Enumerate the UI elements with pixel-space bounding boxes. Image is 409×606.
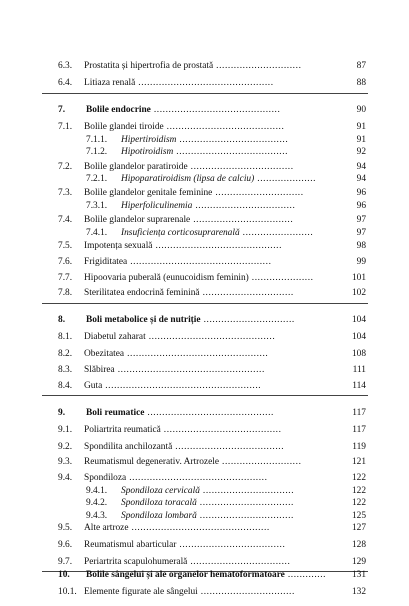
toc-entry-title: Sterilitatea endocrină feminină — [84, 288, 200, 298]
toc-entry-page-number: 121 — [351, 457, 366, 467]
toc-entry-page-number: 128 — [351, 540, 366, 550]
toc-dot-leader: ............................................... — [129, 473, 268, 483]
toc-entry-number: 8.3. — [58, 365, 73, 375]
toc-entry-number: 6.3. — [58, 61, 73, 71]
toc-entry-number: 8.2. — [58, 349, 73, 359]
toc-dot-leader: ..................................... — [175, 442, 285, 452]
toc-section-entry — [0, 380, 409, 392]
toc-entry-page-number: 92 — [356, 147, 366, 157]
toc-entry-number: 7.6. — [58, 257, 73, 267]
toc-entry-number: 7.2. — [58, 162, 73, 172]
toc-entry-page-number: 96 — [356, 188, 366, 198]
toc-dot-leader: ............................. — [216, 61, 302, 71]
toc-entry-number: 7.2.1. — [86, 174, 108, 184]
toc-dot-leader: ............................... — [202, 486, 295, 496]
toc-entry-title: Periartrita scapulohumerală — [84, 557, 188, 567]
toc-entry-number: 9.7. — [58, 557, 73, 567]
toc-dot-leader: .................................... — [179, 540, 286, 550]
toc-entry-number: 6.4. — [58, 78, 73, 88]
toc-entry-number: 7.1.2. — [86, 147, 108, 157]
toc-entry-number: 9. — [58, 408, 66, 418]
toc-entry-page-number: 90 — [356, 105, 366, 115]
toc-entry-number: 9.3. — [58, 457, 73, 467]
toc-entry-title: Hipoovaria puberală (eunucoidism feminin) — [84, 273, 249, 283]
toc-dot-leader: ........................................... — [148, 332, 276, 342]
toc-section-entry — [0, 556, 409, 568]
toc-chapter-entry — [0, 407, 409, 419]
toc-entry-title: Bolile glandelor paratiroide — [84, 162, 188, 172]
toc-entry-number: 9.1. — [58, 425, 73, 435]
toc-entry-number: 7.5. — [58, 241, 73, 251]
toc-entry-page-number: 122 — [351, 473, 366, 483]
toc-section-entry — [0, 424, 409, 436]
toc-entry-page-number: 94 — [356, 162, 366, 172]
toc-entry-number: 10.1. — [58, 587, 77, 597]
toc-dot-leader: .................................. — [193, 215, 294, 225]
toc-entry-number: 8.4. — [58, 381, 73, 391]
toc-entry-title: Hiperfoliculinemia — [121, 201, 193, 211]
toc-subsection-entry — [0, 146, 409, 158]
toc-entry-title: Reumatismul degenerativ. Artrozele — [84, 457, 220, 467]
toc-dot-leader: .................................. — [195, 201, 296, 211]
toc-subsection-entry — [0, 485, 409, 497]
toc-entry-page-number: 117 — [352, 425, 366, 435]
toc-dot-leader: ...................................... — [176, 147, 289, 157]
toc-entry-number: 9.4.2. — [86, 498, 108, 508]
toc-entry-title: Litiaza renală — [84, 78, 136, 88]
toc-entry-title: Guta — [84, 381, 103, 391]
toc-entry-title: Bolile glandelor genitale feminine — [84, 188, 213, 198]
toc-entry-title: Obezitatea — [84, 349, 125, 359]
toc-dot-leader: ............................... — [202, 288, 294, 298]
toc-entry-number: 10. — [58, 570, 70, 580]
toc-dot-leader: ............. — [287, 570, 327, 580]
toc-dot-leader: ........................... — [222, 457, 302, 467]
toc-entry-title: Alte artroze — [84, 523, 129, 533]
toc-section-entry — [0, 456, 409, 468]
toc-entry-title: Frigiditatea — [84, 257, 128, 267]
toc-subsection-entry — [0, 200, 409, 212]
toc-dot-leader: ............................... — [203, 315, 295, 325]
toc-section-entry — [0, 441, 409, 453]
toc-dot-leader: ........................ — [242, 228, 314, 238]
toc-dot-leader: ................................... — [190, 162, 294, 172]
toc-entry-page-number: 97 — [356, 215, 366, 225]
toc-dot-leader: .............................................. — [138, 78, 274, 88]
toc-entry-title: Bolile endocrine — [86, 105, 151, 115]
toc-chapter-entry — [0, 314, 409, 326]
toc-dot-leader: .................................. — [190, 557, 291, 567]
toc-entry-title: Hipertiroidism — [121, 135, 177, 145]
toc-entry-number: 7.1. — [58, 122, 73, 132]
toc-entry-page-number: 108 — [351, 349, 366, 359]
toc-entry-number: 9.4.3. — [86, 511, 108, 521]
toc-entry-number: 9.5. — [58, 523, 73, 533]
toc-entry-number: 9.4.1. — [86, 486, 108, 496]
toc-chapter-entry — [0, 104, 409, 116]
toc-entry-page-number: 114 — [352, 381, 366, 391]
toc-dot-leader: ............................................... — [131, 523, 270, 533]
toc-dot-leader: ........................................... — [153, 105, 281, 115]
toc-dot-leader: .................................................. — [117, 365, 265, 375]
toc-section-entry — [0, 287, 409, 299]
toc-entry-title: Spondiloza cervicală — [121, 486, 200, 496]
toc-entry-title: Spondilita anchilozantă — [84, 442, 173, 452]
toc-entry-title: Insuficiența corticosuprarenală — [121, 228, 240, 238]
toc-dot-leader: ................................ — [200, 587, 295, 597]
toc-section-entry — [0, 539, 409, 551]
toc-entry-title: Spondiloza toracală — [121, 498, 197, 508]
toc-entry-page-number: 97 — [356, 228, 366, 238]
toc-dot-leader: ........................................... — [147, 408, 274, 418]
toc-entry-page-number: 87 — [356, 61, 366, 71]
toc-entry-title: Spondiloza — [84, 473, 127, 483]
toc-entry-page-number: 96 — [356, 201, 366, 211]
toc-section-entry — [0, 240, 409, 252]
toc-dot-leader: ................................ — [199, 511, 294, 521]
toc-entry-page-number: 91 — [356, 122, 366, 132]
toc-entry-title: Hipoparatiroidism (lipsa de calciu) — [121, 174, 255, 184]
toc-dot-leader: ..................................................... — [105, 381, 262, 391]
toc-entry-title: Hipotiroidism — [121, 147, 174, 157]
toc-entry-title: Slăbirea — [84, 365, 115, 375]
toc-subsection-entry — [0, 227, 409, 239]
toc-entry-number: 8. — [58, 315, 66, 325]
toc-section-entry — [0, 331, 409, 343]
toc-entry-number: 7.8. — [58, 288, 73, 298]
toc-entry-title: Bolile sângelui și ale organelor hematoformatoare — [86, 570, 285, 580]
toc-section-entry — [0, 187, 409, 199]
toc-entry-number: 7.3.1. — [86, 201, 108, 211]
toc-entry-title: Bolile glandelor suprarenale — [84, 215, 191, 225]
toc-section-entry — [0, 214, 409, 226]
toc-dot-leader: ................................................ — [130, 257, 272, 267]
toc-entry-page-number: 131 — [351, 570, 366, 580]
toc-entry-title: Elemente figurate ale sângelui — [84, 587, 198, 597]
section-divider — [42, 93, 368, 94]
toc-entry-page-number: 117 — [352, 408, 366, 418]
toc-dot-leader: ................................................ — [127, 349, 269, 359]
toc-entry-title: Bolile glandei tiroide — [84, 122, 164, 132]
toc-entry-page-number: 88 — [356, 78, 366, 88]
toc-entry-number: 9.2. — [58, 442, 73, 452]
toc-entry-page-number: 125 — [351, 511, 366, 521]
toc-entry-page-number: 104 — [351, 315, 366, 325]
toc-entry-title: Spondiloza lombară — [121, 511, 197, 521]
toc-entry-number: 7.4.1. — [86, 228, 108, 238]
toc-entry-number: 9.6. — [58, 540, 73, 550]
toc-dot-leader: ........................................ — [166, 122, 285, 132]
toc-entry-page-number: 101 — [351, 273, 366, 283]
toc-entry-page-number: 94 — [356, 174, 366, 184]
toc-entry-number: 9.4. — [58, 473, 73, 483]
toc-section-entry — [0, 121, 409, 133]
toc-entry-page-number: 119 — [352, 442, 366, 452]
toc-entry-number: 8.1. — [58, 332, 73, 342]
toc-entry-title: Reumatismul abarticular — [84, 540, 177, 550]
toc-entry-page-number: 122 — [351, 486, 366, 496]
toc-section-entry — [0, 586, 409, 598]
toc-section-entry — [0, 522, 409, 534]
toc-section-entry — [0, 77, 409, 89]
toc-entry-page-number: 111 — [352, 365, 366, 375]
toc-section-entry — [0, 161, 409, 173]
toc-entry-title: Impotența sexuală — [84, 241, 153, 251]
toc-subsection-entry — [0, 134, 409, 146]
toc-dot-leader: ................................ — [199, 498, 294, 508]
toc-section-entry — [0, 60, 409, 72]
toc-entry-page-number: 104 — [351, 332, 366, 342]
toc-entry-page-number: 91 — [356, 135, 366, 145]
section-divider — [42, 395, 368, 396]
toc-section-entry — [0, 472, 409, 484]
toc-entry-title: Boli metabolice și de nutriție — [86, 315, 201, 325]
toc-entry-page-number: 98 — [356, 241, 366, 251]
toc-chapter-entry — [0, 569, 409, 581]
toc-entry-page-number: 129 — [351, 557, 366, 567]
section-divider — [42, 303, 368, 304]
toc-entry-page-number: 99 — [356, 257, 366, 267]
toc-section-entry — [0, 348, 409, 360]
toc-section-entry — [0, 364, 409, 376]
toc-entry-page-number: 132 — [351, 587, 366, 597]
toc-subsection-entry — [0, 173, 409, 185]
toc-entry-title: Diabetul zaharat — [84, 332, 146, 342]
toc-subsection-entry — [0, 510, 409, 522]
toc-entry-title: Boli reumatice — [86, 408, 145, 418]
toc-dot-leader: .............................. — [215, 188, 304, 198]
toc-section-entry — [0, 272, 409, 284]
toc-entry-number: 7. — [58, 105, 66, 115]
toc-dot-leader: ........................................ — [163, 425, 282, 435]
toc-section-entry — [0, 256, 409, 268]
toc-dot-leader: ........................................... — [155, 241, 283, 251]
toc-dot-leader: ..................................... — [179, 135, 289, 145]
toc-entry-number: 7.7. — [58, 273, 73, 283]
toc-dot-leader: ..................... — [251, 273, 314, 283]
toc-entry-number: 7.4. — [58, 215, 73, 225]
toc-entry-page-number: 102 — [351, 288, 366, 298]
toc-entry-title: Poliartrita reumatică — [84, 425, 161, 435]
toc-subsection-entry — [0, 497, 409, 509]
toc-entry-number: 7.3. — [58, 188, 73, 198]
toc-entry-page-number: 122 — [351, 498, 366, 508]
toc-entry-page-number: 127 — [351, 523, 366, 533]
toc-entry-number: 7.1.1. — [86, 135, 108, 145]
toc-dot-leader: .................... — [257, 174, 317, 184]
toc-entry-title: Prostatita și hipertrofia de prostată — [84, 61, 214, 71]
